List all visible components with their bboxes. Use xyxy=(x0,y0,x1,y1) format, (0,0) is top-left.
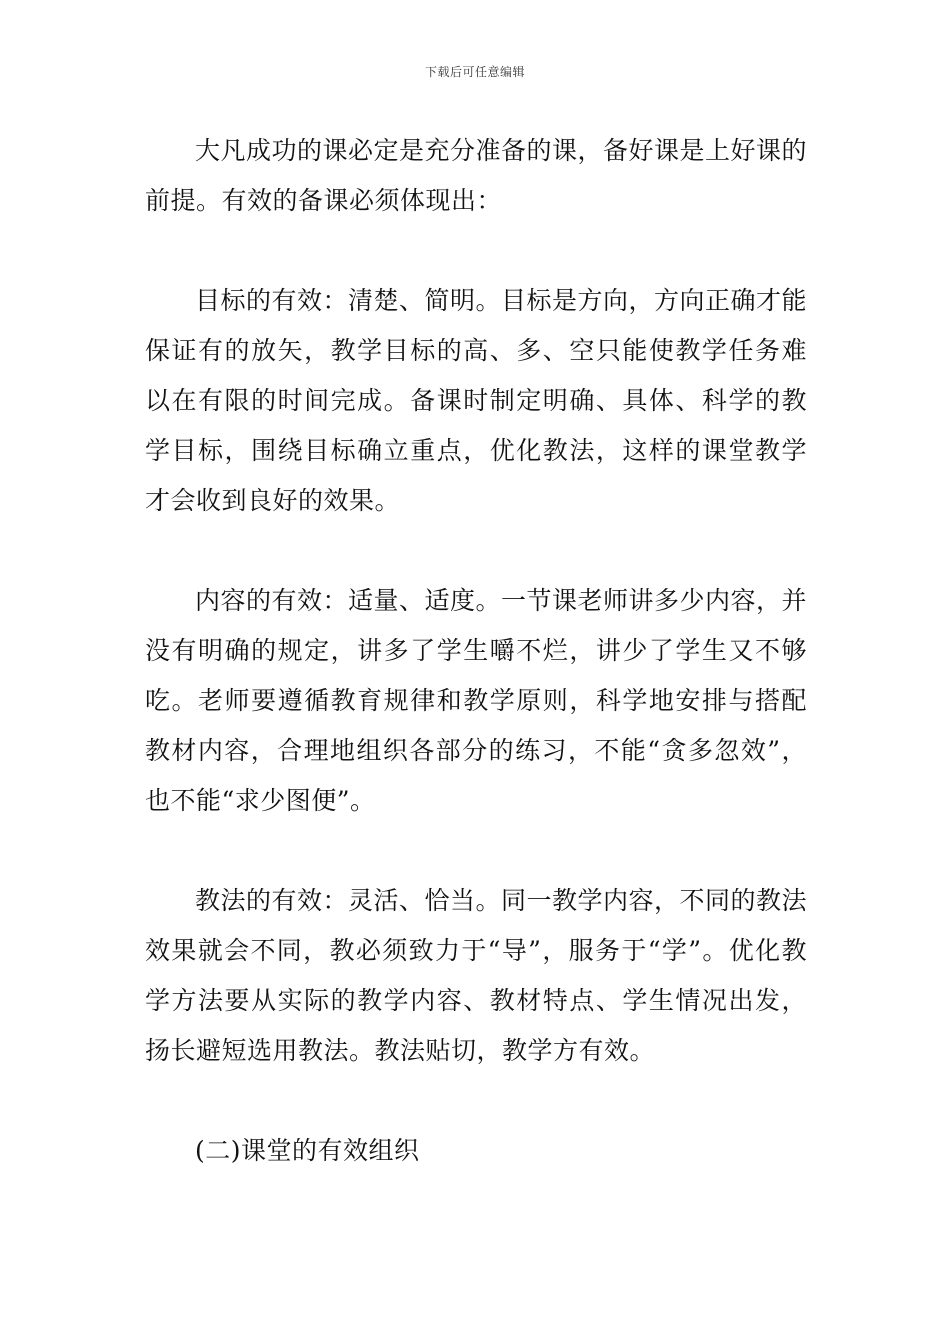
paragraph-content-effectiveness: 内容的有效：适量、适度。一节课老师讲多少内容，并没有明确的规定，讲多了学生嚼不烂，讲少了学生又不够吃。老师要遵循教育规律和教学原则，科学地安排与搭配教材内容，合理地组织各部分的练习，不能“贪多忽效”，也不能“求少图便”。 xyxy=(145,586,808,815)
header-note: 下载后可任意编辑 xyxy=(424,65,525,79)
section-heading: (二)课堂的有效组织 xyxy=(195,1136,420,1165)
paragraph-intro: 大凡成功的课必定是充分准备的课，备好课是上好课的前提。有效的备课必须体现出： xyxy=(145,136,808,215)
body-text xyxy=(145,126,807,1176)
paragraph-goal-effectiveness: 目标的有效：清楚、简明。目标是方向，方向正确才能保证有的放矢，教学目标的高、多、空只能使教学任务难以在有限的时间完成。备课时制定明确、具体、科学的教学目标，围绕目标确立重点，优化教法，这样的课堂教学才会收到良好的效果。 xyxy=(145,286,808,515)
paragraph-method-effectiveness: 教法的有效：灵活、恰当。同一教学内容，不同的教法效果就会不同，教必须致力于“导”，服务于“学”。优化教学方法要从实际的教学内容、教材特点、学生情况出发，扬长避短选用教法。教法贴切，教学方有效。 xyxy=(145,886,808,1065)
